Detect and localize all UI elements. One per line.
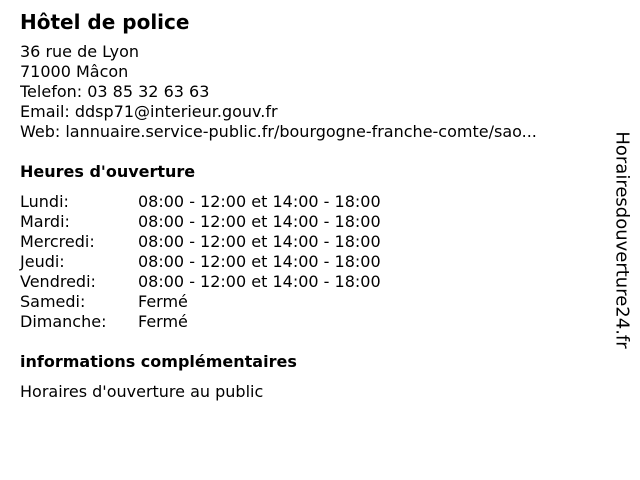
address-block (20, 42, 605, 142)
info-heading: informations complémentaires (20, 352, 297, 371)
hours-day: Mardi: (20, 212, 70, 231)
address-city: 71000 Mâcon (20, 62, 129, 81)
hours-row (20, 192, 605, 212)
info-text: Horaires d'ouverture au public (20, 382, 264, 401)
hours-day: Jeudi: (20, 252, 65, 271)
hours-row (20, 312, 605, 332)
hours-time: 08:00 - 12:00 et 14:00 - 18:00 (138, 252, 381, 271)
hours-time: 08:00 - 12:00 et 14:00 - 18:00 (138, 212, 381, 231)
web-line: Web: lannuaire.service-public.fr/bourgogne-franche-comte/sao... (20, 122, 537, 141)
hours-row (20, 292, 605, 312)
hours-time: Fermé (138, 312, 188, 331)
hours-time: 08:00 - 12:00 et 14:00 - 18:00 (138, 192, 381, 211)
hours-day: Mercredi: (20, 232, 95, 251)
hours-day: Vendredi: (20, 272, 96, 291)
hours-day: Samedi: (20, 292, 86, 311)
page-title: Hôtel de police (20, 10, 190, 34)
email-line: Email: ddsp71@interieur.gouv.fr (20, 102, 278, 121)
phone-line: Telefon: 03 85 32 63 63 (20, 82, 210, 101)
hours-row (20, 232, 605, 252)
hours-row (20, 272, 605, 292)
hours-heading: Heures d'ouverture (20, 162, 196, 181)
hours-time: 08:00 - 12:00 et 14:00 - 18:00 (138, 232, 381, 251)
hours-table (20, 192, 605, 332)
address-street: 36 rue de Lyon (20, 42, 140, 61)
hours-time: 08:00 - 12:00 et 14:00 - 18:00 (138, 272, 381, 291)
hours-row (20, 212, 605, 232)
brand-watermark: Horairesdouverture24.fr (611, 131, 633, 349)
hours-time: Fermé (138, 292, 188, 311)
hours-day: Lundi: (20, 192, 69, 211)
content-area (20, 10, 605, 402)
hours-row (20, 252, 605, 272)
hours-day: Dimanche: (20, 312, 107, 331)
